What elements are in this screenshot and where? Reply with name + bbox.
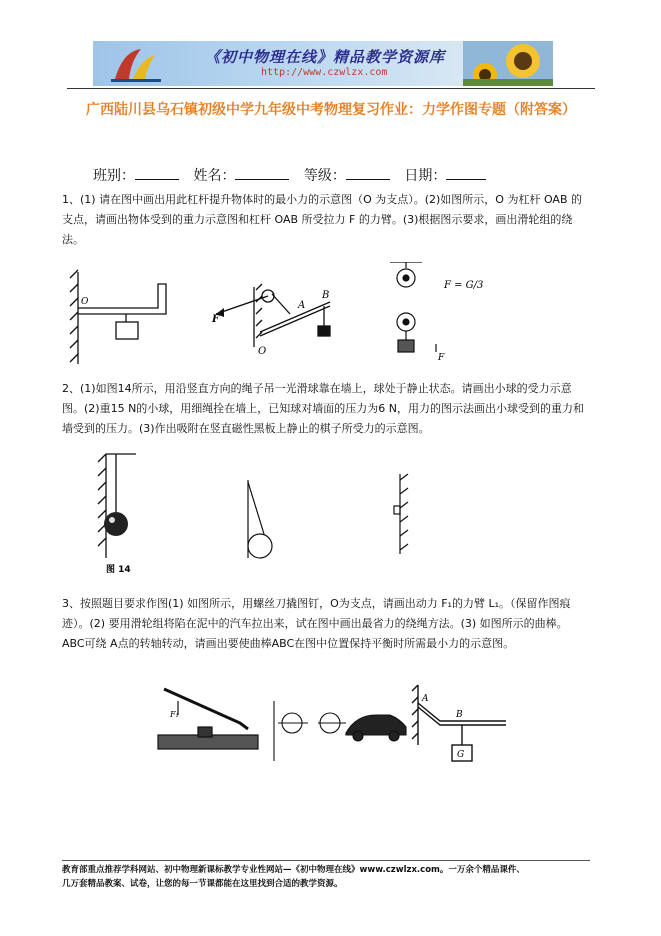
page-footer	[62, 863, 597, 891]
date-label: 日期：	[404, 168, 447, 184]
question-2-figures	[96, 450, 436, 580]
screwdriver-figure	[158, 689, 258, 749]
force-f-label: F	[212, 314, 220, 325]
banner-title: 《初中物理在线》精品教学资源库	[205, 48, 446, 66]
grade-blank	[346, 165, 390, 180]
pulley-f-label: F	[438, 353, 445, 363]
pulley-car-figure	[274, 701, 406, 761]
class-label: 班别：	[93, 168, 135, 184]
name-blank	[235, 165, 289, 180]
question-3-figures	[156, 681, 511, 771]
site-logo-icon	[93, 41, 183, 86]
rope-ball-figure	[248, 480, 272, 558]
footer-divider	[62, 860, 590, 861]
question-1-figures	[66, 262, 501, 372]
lever-oab-figure	[216, 284, 330, 347]
question-1-text: 1、(1) 请在图中画出用此杠杆提升物体时的最小力的示意图（O 为支点）。(2)如图所示，O 为杠杆 OAB 的支点，请画出物体受到的重力示意图和杠杆 OAB 所受拉力 F 的力臂。(3)根据图示要求，画出滑轮组的绕法。	[62, 193, 582, 246]
pulley-figure	[390, 262, 436, 352]
bar-a-label: A	[422, 694, 429, 704]
chess-piece-figure	[394, 474, 408, 554]
question-2-text: 2、(1)如图14所示，用沿竖直方向的绳子吊一光滑球靠在墙上，球处于静止状态。请画出小球的受力示意图。(2)重15 N的小球，用细绳拴在墙上，已知球对墙面的压力为6 N，用力的图示法画出小球受到的重力和墙受到的压力。(3)作出吸附在竖直磁性黑板上静止的棋子所受力的示意图。	[62, 382, 585, 435]
point-a-label: A	[298, 300, 306, 311]
sunflower-icon	[463, 41, 553, 86]
class-blank	[135, 165, 179, 180]
footer-line-1: 教育部重点推荐学科网站、初中物理新课标教学专业性网站—《初中物理在线》www.czwlzx.com。一万余个精品课件、	[62, 865, 525, 875]
footer-line-2: 几万套精品教案、试卷，让您的每一节课都能在这里找到合适的教学资源。	[62, 879, 343, 889]
point-o-label: O	[258, 346, 267, 357]
document-title: 广西陆川县乌石镇初级中学九年级中考物理复习作业：力学作图专题（附答案）	[86, 102, 576, 118]
date-blank	[446, 165, 486, 180]
lever-o-label: O	[81, 297, 89, 307]
weight-g-label: G	[457, 750, 465, 760]
point-b-label: B	[322, 290, 330, 301]
grade-label: 等级：	[303, 168, 346, 184]
name-label: 姓名：	[193, 168, 236, 184]
header-divider	[67, 88, 595, 89]
question-3-text: 3、按照题目要求作图(1) 如图所示，用螺丝刀撬图钉，O为支点，请画出动力 F₁的力臂 L₁。（保留作图痕迹）。(2) 要用滑轮组将陷在泥中的汽车拉出来，试在图中画出最省力的绕绳方法。(3) 如图所示的曲棒。ABC可绕 A点的转轴转动，请画出要使曲棒ABC在图中位置保持平衡时所需最小力的示意图。	[62, 597, 571, 650]
header-banner	[93, 41, 553, 86]
student-info-line	[93, 165, 496, 185]
hanging-ball-figure	[98, 454, 136, 558]
force-f1-label: F₁	[170, 710, 179, 719]
pulley-formula: F = G/3	[444, 280, 484, 291]
lever-wall-figure	[70, 270, 166, 364]
bar-b-label: B	[456, 710, 463, 720]
figure-14-caption: 图 14	[106, 565, 131, 575]
banner-url: http://www.czwlzx.com	[261, 67, 388, 78]
ball-shape	[104, 512, 128, 536]
